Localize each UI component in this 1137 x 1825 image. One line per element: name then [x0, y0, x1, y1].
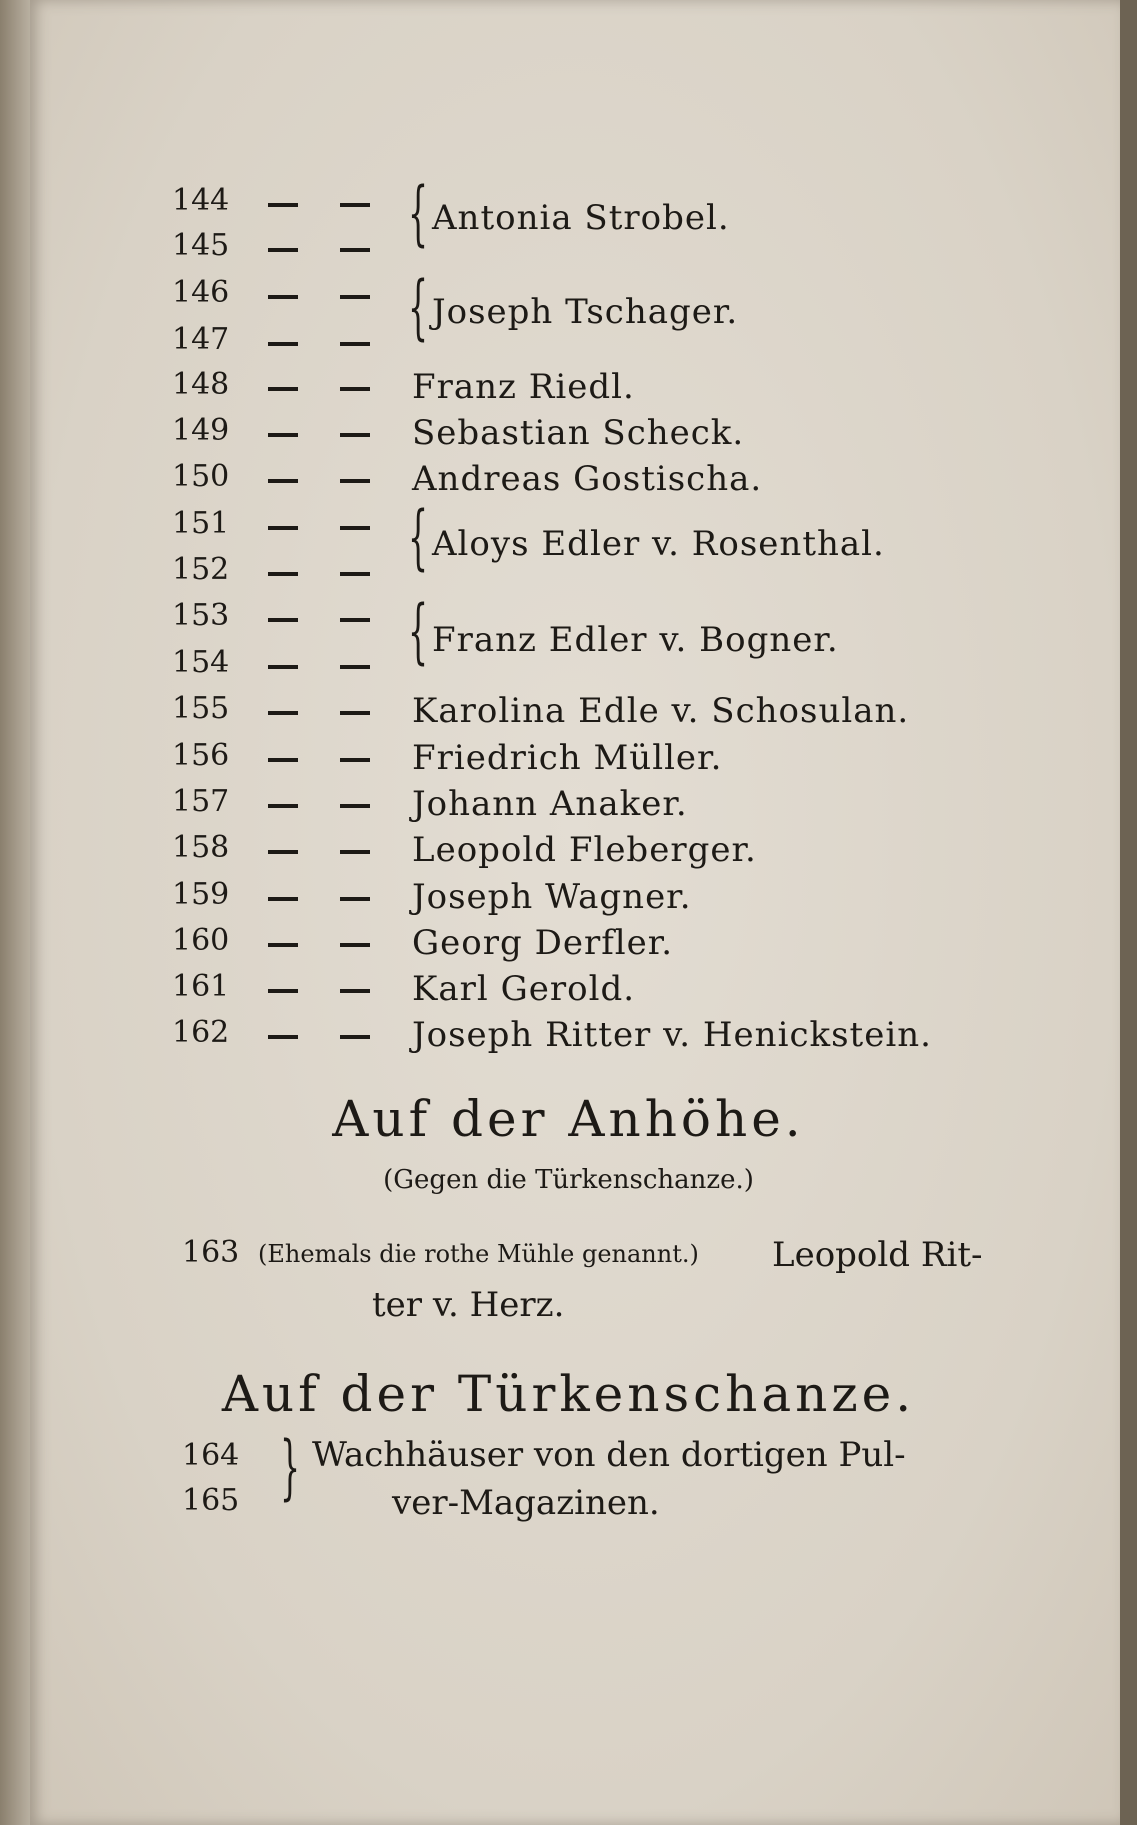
dash	[268, 295, 298, 299]
dash	[340, 1035, 370, 1039]
entry-row-150	[0, 459, 1137, 505]
entry-number: 152	[172, 552, 230, 587]
dash	[340, 989, 370, 993]
dash	[268, 711, 298, 715]
entry-row-159	[0, 877, 1137, 923]
entry-number: 147	[172, 322, 230, 357]
dash	[268, 943, 298, 947]
entry-row-156	[0, 738, 1137, 784]
entry-number: 157	[172, 784, 230, 819]
entry-row-155	[0, 691, 1137, 737]
entry-name: Andreas Gostischa.	[412, 459, 763, 499]
brace: {	[408, 590, 429, 672]
section-subheading: (Gegen die Türkenschanze.)	[383, 1165, 754, 1195]
entry-name: Karl Gerold.	[412, 969, 636, 1009]
entry-row-160	[0, 923, 1137, 969]
entry-row-161	[0, 969, 1137, 1015]
entry-note: (Ehemals die rothe Mühle genannt.)	[258, 1240, 699, 1268]
brace: }	[280, 1426, 301, 1508]
dash	[340, 342, 370, 346]
dash	[268, 433, 298, 437]
dash	[340, 758, 370, 762]
entry-number: 160	[172, 923, 230, 958]
entry-name: Joseph Tschager.	[432, 292, 739, 332]
section-heading: Auf der Türkenschanze.	[221, 1365, 916, 1423]
dash	[268, 897, 298, 901]
section-heading: Auf der Anhöhe.	[332, 1090, 805, 1148]
entry-number: 145	[172, 228, 230, 263]
entry-name: Antonia Strobel.	[432, 198, 730, 238]
entry-number: 149	[172, 413, 230, 448]
dash	[340, 572, 370, 576]
dash	[268, 804, 298, 808]
entry-name: Joseph Wagner.	[412, 877, 692, 917]
dash	[340, 711, 370, 715]
dash	[340, 433, 370, 437]
entry-description: Wachhäuser von den dortigen Pul-	[312, 1435, 906, 1475]
dash	[340, 248, 370, 252]
entry-description-continued: ver-Magazinen.	[392, 1483, 660, 1523]
brace: {	[408, 266, 429, 348]
entry-number: 159	[172, 877, 230, 912]
dash	[268, 526, 298, 530]
entry-name: Karolina Edle v. Schosulan.	[412, 691, 910, 731]
dash	[340, 804, 370, 808]
dash	[268, 387, 298, 391]
entry-number: 153	[172, 598, 230, 633]
dash	[268, 989, 298, 993]
entry-name: Leopold Fleberger.	[412, 830, 757, 870]
dash	[340, 387, 370, 391]
dash	[340, 526, 370, 530]
entry-number: 162	[172, 1015, 230, 1050]
entry-row-157	[0, 784, 1137, 830]
entry-number: 156	[172, 738, 230, 773]
entry-row-158	[0, 830, 1137, 876]
dash	[340, 897, 370, 901]
entry-name: Franz Riedl.	[412, 367, 635, 407]
entry-number: 154	[172, 645, 230, 680]
dash	[268, 479, 298, 483]
entry-row-149	[0, 413, 1137, 459]
dash	[268, 850, 298, 854]
entry-number: 164	[182, 1438, 240, 1473]
entry-name: Joseph Ritter v. Henickstein.	[412, 1015, 932, 1055]
entry-name: Friedrich Müller.	[412, 738, 723, 778]
dash	[268, 342, 298, 346]
dash	[340, 618, 370, 622]
entry-number: 158	[172, 830, 230, 865]
dash	[340, 479, 370, 483]
entry-name-continued: ter v. Herz.	[372, 1285, 565, 1325]
brace: {	[408, 172, 429, 254]
dash	[268, 248, 298, 252]
entry-name: Johann Anaker.	[412, 784, 688, 824]
dash	[268, 203, 298, 207]
dash	[340, 203, 370, 207]
entry-number: 150	[172, 459, 230, 494]
entry-name: Georg Derfler.	[412, 923, 674, 963]
dash	[268, 572, 298, 576]
entry-number: 146	[172, 275, 230, 310]
dash	[268, 1035, 298, 1039]
entry-name: Sebastian Scheck.	[412, 413, 745, 453]
entry-row-162	[0, 1015, 1137, 1061]
entry-number: 161	[172, 969, 230, 1004]
entry-row-148	[0, 367, 1137, 413]
dash	[268, 618, 298, 622]
dash	[340, 295, 370, 299]
entry-name: Leopold Rit-	[772, 1235, 983, 1275]
dash	[340, 943, 370, 947]
entry-number: 163	[182, 1235, 240, 1270]
entry-number: 148	[172, 367, 230, 402]
dash	[268, 758, 298, 762]
entry-name: Aloys Edler v. Rosenthal.	[432, 524, 885, 564]
entry-number: 144	[172, 183, 230, 218]
dash	[268, 665, 298, 669]
entry-number: 155	[172, 691, 230, 726]
dash	[340, 665, 370, 669]
dash	[340, 850, 370, 854]
brace: {	[408, 496, 429, 578]
entry-name: Franz Edler v. Bogner.	[432, 620, 839, 660]
entry-number: 165	[182, 1483, 240, 1518]
entry-number: 151	[172, 506, 230, 541]
